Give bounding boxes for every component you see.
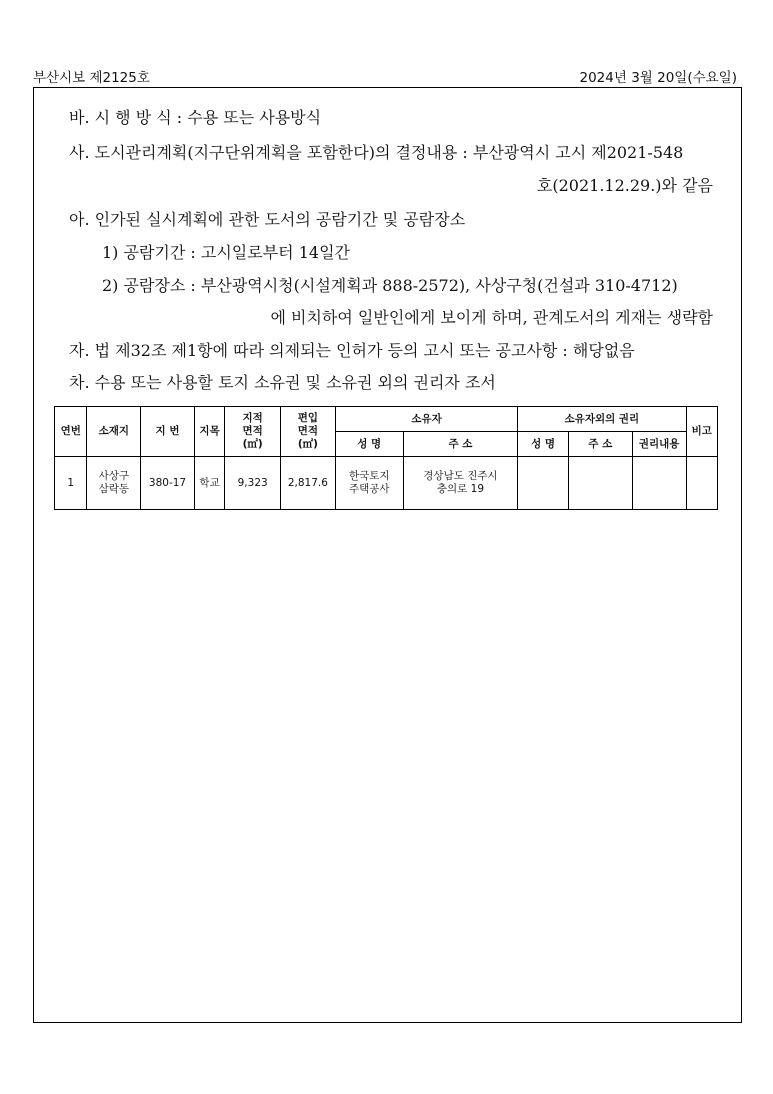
header-rights-address: 주 소 bbox=[568, 432, 632, 457]
header-rights-content: 권리내용 bbox=[632, 432, 686, 457]
cell-location: 사상구 삼락동 bbox=[87, 457, 141, 510]
header-area: 지적 면적 (㎡) bbox=[225, 407, 281, 457]
publication-date: 2024년 3월 20일(수요일) bbox=[579, 70, 737, 86]
land-rights-table bbox=[54, 406, 718, 510]
header-owner-address: 주 소 bbox=[403, 432, 518, 457]
header-owner-name: 성 명 bbox=[335, 432, 403, 457]
header-owner: 소유자 bbox=[335, 407, 517, 432]
header-note: 비고 bbox=[686, 407, 718, 457]
item-cha: 차. 수용 또는 사용할 토지 소유권 및 소유권 외의 권리자 조서 bbox=[69, 373, 496, 392]
header-rights-name: 성 명 bbox=[518, 432, 569, 457]
header-location: 소재지 bbox=[87, 407, 141, 457]
header-other-rights: 소유자외의 권리 bbox=[518, 407, 686, 432]
item-a: 아. 인가된 실시계획에 관한 도서의 공람기간 및 공람장소 bbox=[69, 210, 466, 229]
item-sa-line1: 사. 도시관리계획(지구단위계획을 포함한다)의 결정내용 : 부산광역시 고시 제2021-548 bbox=[69, 143, 684, 162]
item-a-place-line2: 에 비치하여 일반인에게 보이게 하며, 관계도서의 게재는 생략함 bbox=[270, 308, 713, 327]
cell-category: 학교 bbox=[194, 457, 224, 510]
cell-rights-address bbox=[568, 457, 632, 510]
cell-area: 9,323 bbox=[225, 457, 281, 510]
item-ja: 자. 법 제32조 제1항에 따라 의제되는 인허가 등의 고시 또는 공고사항 : 해당없음 bbox=[69, 341, 635, 360]
cell-lot: 380-17 bbox=[141, 457, 195, 510]
publication-title: 부산시보 제2125호 bbox=[33, 70, 150, 86]
item-a-place-line1: 2) 공람장소 : 부산광역시청(시설계획과 888-2572), 사상구청(건설과 310-4712) bbox=[102, 276, 678, 295]
cell-included-area: 2,817.6 bbox=[281, 457, 336, 510]
header-category: 지목 bbox=[194, 407, 224, 457]
item-a-period: 1) 공람기간 : 고시일로부터 14일간 bbox=[102, 243, 350, 262]
table-row bbox=[55, 457, 718, 510]
cell-no: 1 bbox=[55, 457, 87, 510]
cell-owner-name: 한국토지 주택공사 bbox=[335, 457, 403, 510]
item-ba: 바. 시 행 방 식 : 수용 또는 사용방식 bbox=[69, 108, 322, 127]
cell-owner-address: 경상남도 진주시 충의로 19 bbox=[403, 457, 518, 510]
header-included-area: 편입 면적 (㎡) bbox=[281, 407, 336, 457]
header-no: 연번 bbox=[55, 407, 87, 457]
cell-note bbox=[686, 457, 718, 510]
cell-rights-content bbox=[632, 457, 686, 510]
header-lot: 지 번 bbox=[141, 407, 195, 457]
item-sa-line2: 호(2021.12.29.)와 같음 bbox=[536, 176, 713, 195]
cell-rights-name bbox=[518, 457, 569, 510]
